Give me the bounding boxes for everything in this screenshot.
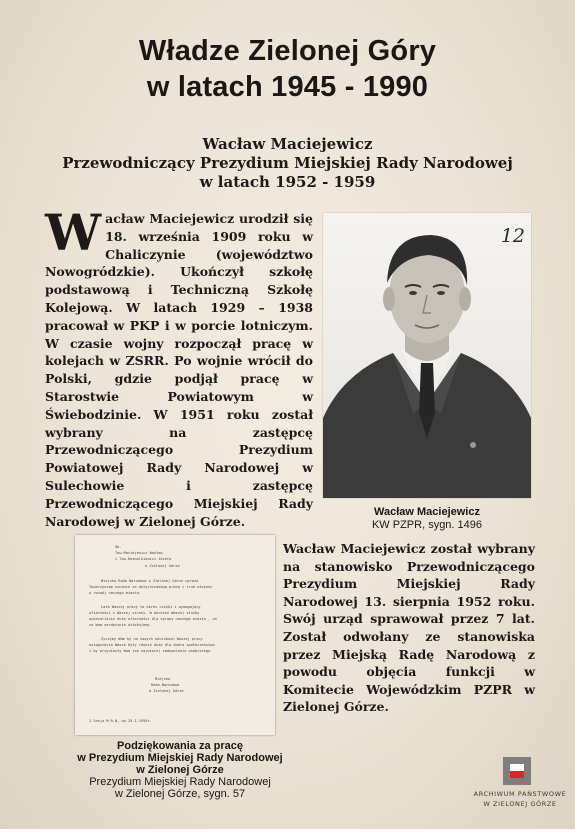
photo-caption-source: KW PZPR, sygn. 1496 — [371, 519, 483, 531]
document-caption-title-3: w Zielonej Górze — [136, 764, 224, 776]
doc-line: Rada Narodowa — [151, 683, 180, 687]
archive-location: W ZIELONEJ GÓRZE — [483, 800, 557, 808]
document-scan — [75, 535, 275, 735]
doc-line: w rozwój naszego miasta. — [89, 591, 141, 595]
dropcap: W — [45, 203, 102, 262]
biography-text — [45, 203, 313, 530]
page-title-years: w latach 1945 - 1990 — [146, 71, 429, 103]
doc-line: 1 Sesja M.R.N, dn.29.I.1959r. — [89, 719, 152, 723]
archive-name: ARCHIWUM PAŃSTWOWE — [473, 790, 567, 798]
doc-line: Miejska — [155, 677, 171, 681]
portrait-illustration — [323, 213, 531, 498]
doc-line: i by przyniosły Wam jak najwięcej zadowolenia osobistego. — [89, 649, 213, 653]
document-caption-title-2: w Prezydium Miejskiej Rady Narodowej — [77, 752, 283, 764]
doc-line: osiągnięcia Wasze były równie duże dla dobra społeczeństwa — [89, 643, 215, 647]
photo-caption-name: Wacław Maciejewicz — [374, 506, 480, 518]
doc-line: w Zielonej Górze — [145, 564, 180, 568]
doc-line: wykazaliście dużo ofiarności dla sprawy naszego miasta , za — [89, 617, 217, 621]
biography-body: acław Maciejewicz urodził się 18. września 1909 roku w Chaliczynie (województwo Nowogródzkie). Ukończył szkołę podstawową i Techniczną Szkołę Kolejową. W latach 1929 – 1938 pracował w PKP i w porcie lotniczym. W czasie wojny rozpoczął pracę w kolejach w ZSRR. Po wojnie wrócił do Polski, gdzie podjął pracę w Starostwie Powiatowym w Świebodzinie. W 1951 roku został wybrany na zastępcę Przewodniczącego Prezydium Powiatowej Rady Narodowej w Sulechowie i zastępcę Przewodniczącego Miejskiej Rady Narodowej w Zielonej Górze. — [45, 211, 313, 529]
archive-logo-icon — [503, 757, 531, 785]
doc-line: Lata Waszej pracy to okres ciężki i wymagający — [101, 605, 201, 609]
document-caption-source-2: w Zielonej Górze, sygn. 57 — [114, 788, 246, 800]
doc-line: w Zielonej Górze — [149, 689, 184, 693]
logo-red-bar — [510, 771, 524, 778]
doc-line: Towarzyszom uznanie za dotychczasową pracę i trud włożony — [89, 585, 213, 589]
doc-line: Miejska Rada Narodowa w Zielonej Górze wyraża — [101, 579, 199, 583]
document-caption-title: Podziękowania za pracę — [117, 740, 243, 752]
person-name-heading: Wacław Maciejewicz — [202, 135, 373, 153]
photo-handwritten-number: 12 — [500, 225, 525, 247]
doc-line: Tow.Maciejewicz Wacław — [115, 551, 163, 555]
doc-line: co Wam serdecznie dziękujemy. — [89, 623, 152, 627]
doc-line: Ob. — [115, 545, 122, 549]
doc-line: ofiarności z Waszej strony. W okresie Waszej służby — [89, 611, 200, 615]
tenure-heading: w latach 1952 - 1959 — [199, 173, 376, 191]
appointment-text: Wacław Maciejewicz został wybrany na stanowisko Przewodniczącego Prezydium Miejskiej Rady Narodowej 13. sierpnia 1952 roku. Swój urząd sprawował przez 7 lat. Został odwołany ze stanowiska przez Miejską Radę Narodową z powodu objęcia funkcji w Komitecie Wojewódzkim PZPR w Zielonej Górze. — [283, 541, 535, 715]
doc-line: i Tow.Kosmalkiewicz Józefa — [115, 557, 172, 561]
doc-line: Życzymy Wam by na nowych odcinkach Waszej pracy — [101, 637, 203, 641]
portrait-photo — [323, 213, 531, 498]
position-heading: Przewodniczący Prezydium Miejskiej Rady Narodowej — [62, 154, 513, 172]
document-caption-source: Prezydium Miejskiej Rady Narodowej — [89, 776, 271, 788]
page-title: Władze Zielonej Góry — [138, 35, 437, 67]
